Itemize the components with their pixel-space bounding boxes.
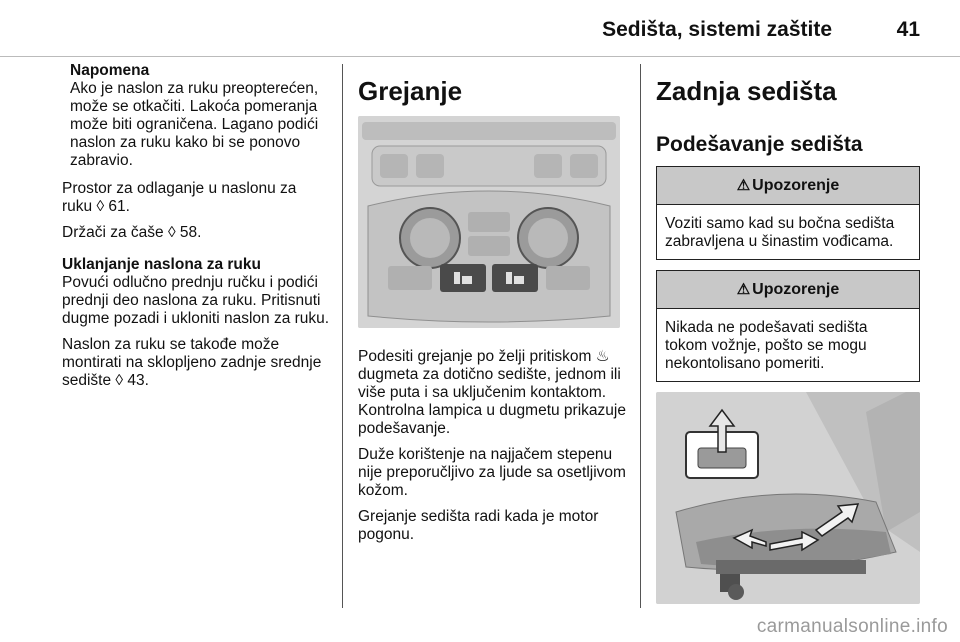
storage-text: Prostor za odlaganje u naslonu za ruku ◊ 61. [62,180,297,215]
warning-text-1: Voziti samo kad su bočna sedišta zabravljena u šinastim vođicama. [665,215,895,250]
cupholders-text: Držači za čaše ◊ 58. [62,224,202,241]
removal-heading: Uklanjanje naslona za ruku [62,256,261,273]
seat-adjust-image [656,392,920,604]
warning-header-2 [657,271,919,309]
warning-box-2 [656,270,920,382]
column-divider-1 [342,64,343,608]
mount-text: Naslon za ruku se takođe može montirati na sklopljeno zadnje srednje sedište ◊ 43. [62,336,322,389]
heating-heading: Grejanje [358,76,463,106]
heating-text-3: Grejanje sedišta radi kada je motor pogonu. [358,508,599,543]
note-block [70,62,330,170]
seat-adjust-heading: Podešavanje sedišta [656,133,863,156]
note-title: Napomena [70,62,150,79]
header-title: Sedišta, sistemi zaštite [602,18,832,41]
heating-text-2: Duže korištenje na najjačem stepenu nije preporučljivo za ljude sa osetljivom kožom. [358,446,626,499]
column-2 [358,62,630,552]
page-header [0,0,960,52]
page-number: 41 [896,18,920,41]
warning-title-1: Upozorenje [752,177,840,194]
column-divider-2 [640,64,641,608]
warning-text-2: Nikada ne podešavati sedišta tokom vožnje, pošto se mogu nekontolisano pomeriti. [665,319,868,372]
warning-title-2: Upozorenje [752,281,840,298]
climate-control-panel-icon [358,116,620,328]
warning-box-1 [656,166,920,260]
heating-text-1: Podesiti grejanje po želji pritiskom ♨ dugmeta za dotično sedište, jednom ili više puta i sa uključenim kontaktom. Kontrolna lampica u dugmetu prikazuje podešavanje. [358,348,626,437]
note-text: Ako je naslon za ruku preopterećen, može se otkačiti. Lakoća pomeranja može biti ograničena. Lagano podići naslon za ruku kako bi se ponovo zabravio. [70,80,319,169]
column-3 [656,62,920,604]
warning-triangle-icon: ⚠ [736,177,751,194]
warning-header-1 [657,167,919,205]
removal-text: Povući odlučno prednju ručku i podići prednji deo naslona za ruku. Pritisnuti dugme pozadi i ukloniti naslon za ruku. [62,274,330,327]
climate-control-panel-image [358,116,620,328]
warning-triangle-icon: ⚠ [736,281,751,298]
header-rule [0,56,960,57]
rear-seats-heading: Zadnja sedišta [656,76,837,106]
column-1 [62,62,330,398]
seat-adjust-illustration-icon [656,392,920,604]
watermark: carmanualsonline.info [756,616,948,637]
